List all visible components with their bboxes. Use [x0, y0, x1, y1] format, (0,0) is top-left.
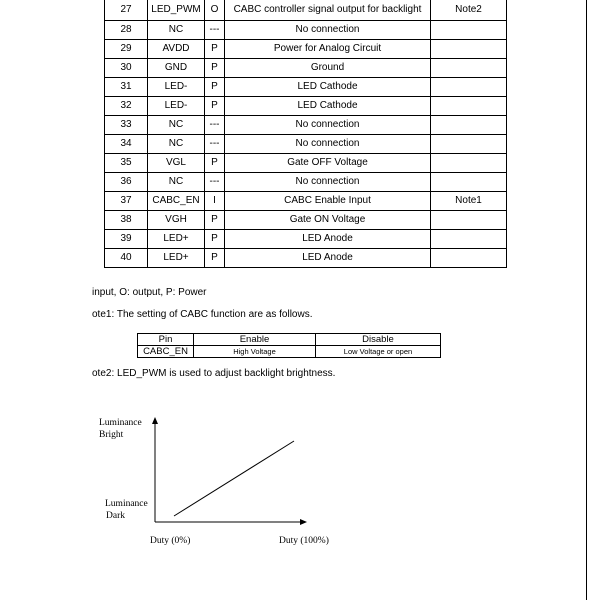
table-row — [105, 192, 507, 211]
table-row — [105, 230, 507, 249]
note2-text: ote2: LED_PWM is used to adjust backlight brightness. — [92, 368, 336, 379]
cabc-header-disable: Disable — [316, 334, 441, 346]
pin-desc-cell: No connection — [225, 173, 431, 192]
pin-type-legend: input, O: output, P: Power — [92, 287, 207, 298]
pin-desc-cell: LED Anode — [225, 230, 431, 249]
pin-no-cell: 39 — [105, 230, 148, 249]
pin-note-cell — [431, 40, 507, 59]
graph-luminance-line — [174, 441, 294, 516]
pin-no-cell: 35 — [105, 154, 148, 173]
pin-name-cell: NC — [148, 173, 205, 192]
table-row — [105, 135, 507, 154]
pin-no-cell: 40 — [105, 249, 148, 268]
graph-label-luminance-bright — [99, 417, 142, 441]
pin-note-cell: Note1 — [431, 192, 507, 211]
pin-type-cell: P — [205, 40, 225, 59]
pin-name-cell: GND — [148, 59, 205, 78]
cabc-header-pin: Pin — [138, 334, 194, 346]
pin-name-cell: AVDD — [148, 40, 205, 59]
pin-no-cell: 34 — [105, 135, 148, 154]
pin-no-cell: 36 — [105, 173, 148, 192]
table-row — [105, 211, 507, 230]
pin-type-cell: P — [205, 249, 225, 268]
pin-note-cell — [431, 116, 507, 135]
graph-label-luminance-top: Luminance — [99, 418, 142, 428]
pin-note-cell — [431, 21, 507, 40]
pin-note-cell — [431, 173, 507, 192]
pin-note-cell — [431, 249, 507, 268]
pin-assignment-table — [104, 0, 507, 268]
table-row — [105, 97, 507, 116]
pin-no-cell: 28 — [105, 21, 148, 40]
pin-note-cell — [431, 59, 507, 78]
pin-no-cell: 38 — [105, 211, 148, 230]
pin-desc-cell: CABC controller signal output for backlight — [225, 0, 431, 21]
table-row — [105, 116, 507, 135]
graph-label-dark: Dark — [106, 511, 125, 521]
pin-desc-cell: LED Anode — [225, 249, 431, 268]
pin-note-cell — [431, 78, 507, 97]
pin-note-cell — [431, 230, 507, 249]
table-row — [105, 40, 507, 59]
pin-name-cell: LED_PWM — [148, 0, 205, 21]
note1-text: ote1: The setting of CABC function are as follows. — [92, 309, 313, 320]
cabc-header-enable: Enable — [194, 334, 316, 346]
pin-no-cell: 37 — [105, 192, 148, 211]
table-row — [105, 249, 507, 268]
pin-type-cell: --- — [205, 21, 225, 40]
pin-desc-cell: LED Cathode — [225, 78, 431, 97]
cabc-table-header-row — [138, 334, 441, 346]
pin-desc-cell: LED Cathode — [225, 97, 431, 116]
table-row — [105, 154, 507, 173]
pin-name-cell: LED+ — [148, 230, 205, 249]
pin-note-cell — [431, 211, 507, 230]
cabc-cell-disable: Low Voltage or open — [316, 346, 441, 358]
pin-type-cell: P — [205, 97, 225, 116]
pin-type-cell: O — [205, 0, 225, 21]
pin-desc-cell: CABC Enable Input — [225, 192, 431, 211]
cabc-table-row — [138, 346, 441, 358]
graph-label-luminance-dark — [105, 498, 148, 522]
pin-desc-cell: Power for Analog Circuit — [225, 40, 431, 59]
pin-desc-cell: Ground — [225, 59, 431, 78]
page-border-line — [586, 0, 587, 600]
pin-name-cell: VGH — [148, 211, 205, 230]
graph-label-bright: Bright — [99, 430, 124, 440]
pin-no-cell: 30 — [105, 59, 148, 78]
pin-note-cell — [431, 154, 507, 173]
pin-type-cell: --- — [205, 173, 225, 192]
table-row — [105, 78, 507, 97]
pin-no-cell: 27 — [105, 0, 148, 21]
pin-desc-cell: No connection — [225, 21, 431, 40]
table-row — [105, 59, 507, 78]
graph-label-duty-0: Duty (0%) — [150, 536, 191, 546]
cabc-cell-pin: CABC_EN — [138, 346, 194, 358]
pin-type-cell: --- — [205, 135, 225, 154]
pin-name-cell: NC — [148, 21, 205, 40]
pin-note-cell — [431, 97, 507, 116]
graph-label-luminance-bottom: Luminance — [105, 499, 148, 509]
pin-name-cell: LED- — [148, 97, 205, 116]
pin-desc-cell: No connection — [225, 116, 431, 135]
pin-name-cell: NC — [148, 116, 205, 135]
table-row — [105, 21, 507, 40]
pin-no-cell: 32 — [105, 97, 148, 116]
pin-type-cell: P — [205, 59, 225, 78]
pin-type-cell: P — [205, 230, 225, 249]
pin-no-cell: 29 — [105, 40, 148, 59]
pin-name-cell: NC — [148, 135, 205, 154]
pin-no-cell: 33 — [105, 116, 148, 135]
pin-note-cell: Note2 — [431, 0, 507, 21]
pin-note-cell — [431, 135, 507, 154]
pin-desc-cell: Gate ON Voltage — [225, 211, 431, 230]
pin-type-cell: P — [205, 78, 225, 97]
pin-name-cell: VGL — [148, 154, 205, 173]
cabc-cell-enable: High Voltage — [194, 346, 316, 358]
pin-type-cell: I — [205, 192, 225, 211]
pin-type-cell: P — [205, 154, 225, 173]
pin-name-cell: LED- — [148, 78, 205, 97]
cabc-setting-table — [137, 333, 441, 358]
pin-name-cell: LED+ — [148, 249, 205, 268]
pin-type-cell: P — [205, 211, 225, 230]
pin-desc-cell: No connection — [225, 135, 431, 154]
pin-name-cell: CABC_EN — [148, 192, 205, 211]
graph-label-duty-100: Duty (100%) — [279, 536, 329, 546]
pin-type-cell: --- — [205, 116, 225, 135]
pin-no-cell: 31 — [105, 78, 148, 97]
table-row — [105, 0, 507, 21]
table-row — [105, 173, 507, 192]
pin-desc-cell: Gate OFF Voltage — [225, 154, 431, 173]
